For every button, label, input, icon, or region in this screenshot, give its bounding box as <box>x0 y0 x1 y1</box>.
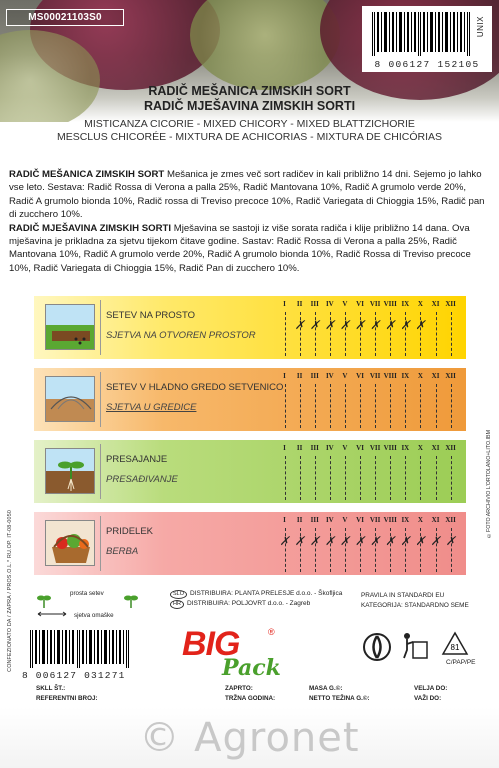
distributor-text: DISTRIBUIRA: PLANTA PRELESJE d.o.o. - Škofljica <box>190 590 343 597</box>
month-grid <box>277 512 458 575</box>
month-label: V <box>342 372 348 380</box>
month-mark: ✗ <box>355 534 366 548</box>
month-column <box>277 512 292 575</box>
side-print-left: CONFEZIONATO DA / ZAPRA / PROS.O.L.* RU.OP. IT-08-0050 <box>7 510 13 672</box>
bigpack-logo <box>182 625 292 685</box>
month-label: I <box>283 372 286 380</box>
sowing-icon <box>45 304 95 350</box>
month-label: VII <box>369 300 381 308</box>
month-grid <box>277 296 458 359</box>
month-label: XI <box>431 372 440 380</box>
recycling-symbols <box>362 630 476 670</box>
month-label: X <box>417 372 423 380</box>
month-label: VIII <box>383 444 397 452</box>
description-hr-heading: RADIČ MJEŠAVINA ZIMSKIH SORTI <box>9 222 172 234</box>
month-column <box>337 368 352 431</box>
description-croatian <box>9 222 493 276</box>
footer-closed <box>225 684 275 703</box>
month-label: V <box>342 444 348 452</box>
month-label: X <box>417 300 423 308</box>
month-column <box>307 512 322 575</box>
month-label: V <box>342 516 348 524</box>
month-mark: ✗ <box>279 534 290 548</box>
legend-plant-spacing: sjetva omaške <box>74 612 114 619</box>
month-label: XII <box>445 444 456 452</box>
distributors <box>170 589 342 609</box>
row-label-sl: SETEV NA PROSTO <box>106 310 196 321</box>
month-column <box>292 440 307 503</box>
description-sl-heading: RADIČ MEŠANICA ZIMSKIH SORT <box>9 169 165 180</box>
month-label: VI <box>356 372 364 380</box>
month-column <box>443 512 458 575</box>
month-label: II <box>296 372 303 380</box>
endive-leaf-image <box>190 0 340 90</box>
barcode-bars <box>372 12 472 56</box>
month-label: III <box>310 516 319 524</box>
month-column <box>353 440 368 503</box>
month-label: VIII <box>383 300 397 308</box>
calendar-row-coldframe <box>34 368 466 431</box>
footer-label: REFERENTNI BROJ: <box>36 694 98 702</box>
month-column <box>322 512 337 575</box>
seedling-pair-icon <box>36 588 70 628</box>
month-column <box>307 440 322 503</box>
month-mark: ✗ <box>324 318 335 332</box>
month-column <box>277 440 292 503</box>
month-label: VI <box>356 516 364 524</box>
month-column <box>307 296 322 359</box>
month-label: XI <box>431 516 440 524</box>
month-mark: ✗ <box>415 534 426 548</box>
month-label: VII <box>369 444 381 452</box>
month-label: V <box>342 300 348 308</box>
row-label-sl: SETEV V HLADNO GREDO SETVENICO <box>106 382 284 393</box>
month-column <box>428 440 443 503</box>
row-label-hr: SJETVA NA OTVOREN PROSTOR <box>106 330 256 341</box>
footer-label: ZAPRTO: <box>225 685 253 692</box>
month-column <box>353 512 368 575</box>
month-label: VII <box>369 516 381 524</box>
month-column <box>353 296 368 359</box>
title-slovenian: RADIČ MEŠANICA ZIMSKIH SORT <box>148 84 351 98</box>
month-column <box>383 440 398 503</box>
month-label: IX <box>401 372 410 380</box>
month-column <box>292 368 307 431</box>
row-label-hr: SJETVA U GREDICE <box>106 402 197 413</box>
month-column <box>383 368 398 431</box>
month-column <box>368 296 383 359</box>
month-column <box>428 368 443 431</box>
month-label: III <box>310 372 319 380</box>
month-mark: ✗ <box>294 534 305 548</box>
footer-label: VELJA DO: <box>414 685 448 692</box>
recycle-code: 81 <box>450 643 460 652</box>
month-column <box>383 296 398 359</box>
month-label: IX <box>401 516 410 524</box>
barcode-digits: 8 006127 152105 <box>374 59 480 70</box>
month-mark: ✗ <box>430 534 441 548</box>
bottom-barcode <box>22 630 142 681</box>
month-mark: ✗ <box>400 534 411 548</box>
month-label: II <box>296 516 303 524</box>
month-mark: ✗ <box>309 318 320 332</box>
transplant-icon <box>45 448 95 494</box>
month-column <box>353 368 368 431</box>
month-grid <box>277 440 458 503</box>
sowing-legend <box>36 588 142 628</box>
barcode-bars <box>22 630 142 668</box>
month-label: VII <box>369 372 381 380</box>
month-grid <box>277 368 458 431</box>
month-column <box>398 368 413 431</box>
month-mark: ✗ <box>355 318 366 332</box>
row-label-hr: BERBA <box>106 546 139 557</box>
month-column <box>428 296 443 359</box>
month-column <box>383 512 398 575</box>
month-mark: ✗ <box>415 318 426 332</box>
barcode-digits: 8 006127 031271 <box>22 670 126 681</box>
month-mark: ✗ <box>324 534 335 548</box>
footer-label: SKLL ŠT.: <box>36 685 66 692</box>
month-label: III <box>310 300 319 308</box>
subtitle-line-1: MISTICANZA CICORIE - MIXED CHICORY - MIXED BLATTZICHORIE <box>84 118 415 130</box>
month-label: XII <box>445 300 456 308</box>
month-column <box>337 296 352 359</box>
calendar-row-harvest <box>34 512 466 575</box>
description-hr-text: Mješavina se sastoji iz više sorata radiča i klije približno 14 dana. Ova mješavina je prikladna za sjetvu tijekom čitave godine. Sastav: Radič Rossa di Verona a palla 25%, Radič Mantovana 10%, Radič A grumolo verde 20%, Radič A grumolo bionda 10%, Radič Rossa di Treviso precoce 10%, Radič Variegata di Chioggia 15%, Radič Pan di zucchero 10%. <box>9 222 471 274</box>
month-label: IX <box>401 300 410 308</box>
month-label: IV <box>325 300 334 308</box>
month-label: VI <box>356 300 364 308</box>
month-mark: ✗ <box>339 318 350 332</box>
harvest-basket-icon <box>45 520 95 566</box>
title-croatian: RADIČ MJEŠAVINA ZIMSKIH SORTI <box>143 99 356 113</box>
unix-label: UNIX <box>476 16 485 38</box>
recycle-triangle-icon <box>440 630 470 660</box>
rules-line-1: PRAVILA IN STANDARDI EU <box>361 592 445 599</box>
recycle-material: C/PAP/PE <box>446 659 476 666</box>
eu-rules <box>361 591 469 610</box>
month-label: I <box>283 300 286 308</box>
country-badge: SLO <box>170 590 187 599</box>
distributor-hr <box>170 599 342 609</box>
month-column <box>322 368 337 431</box>
month-label: XII <box>445 372 456 380</box>
tidyman-icon <box>400 630 430 662</box>
month-column <box>443 368 458 431</box>
month-column <box>398 296 413 359</box>
row-label-sl: PRIDELEK <box>106 526 153 537</box>
top-barcode <box>362 6 492 72</box>
month-column <box>277 296 292 359</box>
month-column <box>337 440 352 503</box>
footer-weight <box>309 684 370 703</box>
month-label: IX <box>401 444 410 452</box>
description-slovenian <box>9 168 493 222</box>
month-mark: ✗ <box>385 318 396 332</box>
title-block <box>0 84 499 144</box>
month-label: III <box>310 444 319 452</box>
distributor-slo <box>170 589 342 599</box>
footer-label: TRŽNA GODINA: <box>225 694 276 702</box>
month-column <box>368 368 383 431</box>
row-label-hr: PRESAĐIVANJE <box>106 474 178 485</box>
green-dot-icon <box>362 632 392 662</box>
seedling-pair-icon <box>116 588 146 628</box>
month-column <box>368 440 383 503</box>
footer-valid <box>414 684 447 703</box>
month-column <box>413 440 428 503</box>
month-mark: ✗ <box>370 534 381 548</box>
month-label: XI <box>431 300 440 308</box>
logo-big: BIG <box>182 625 240 663</box>
month-label: XII <box>445 516 456 524</box>
footer-label: VAŽI DO: <box>414 694 442 702</box>
product-code: MS00021103S0 <box>6 9 124 26</box>
distributor-text: DISTRIBUIRA: POLJOVRT d.o.o. - Zagreb <box>186 600 311 607</box>
calendar-row-transplanting <box>34 440 466 503</box>
month-column <box>307 368 322 431</box>
month-label: II <box>296 444 303 452</box>
footer-label: MASA G.©: <box>309 685 343 692</box>
month-label: I <box>283 516 286 524</box>
month-mark: ✗ <box>400 318 411 332</box>
month-column <box>337 512 352 575</box>
country-badge: HR <box>170 600 184 609</box>
legend-row-spacing: prosta setev <box>70 590 104 597</box>
month-mark: ✗ <box>309 534 320 548</box>
rules-line-2: KATEGORIJA: STANDARDNO SEME <box>361 601 469 609</box>
month-column <box>413 368 428 431</box>
subtitle-line-2: MESCLUS CHICORÉE - MIXTURA DE ACHICORIAS - MIXTURA DE CHICÓRIAS <box>56 131 443 143</box>
month-column <box>398 440 413 503</box>
month-column <box>277 368 292 431</box>
description <box>9 168 493 275</box>
month-column <box>428 512 443 575</box>
footer-reference <box>36 684 98 703</box>
agronet-watermark: © Agronet <box>139 715 360 761</box>
month-label: VIII <box>383 372 397 380</box>
month-label: IV <box>325 372 334 380</box>
month-column <box>443 440 458 503</box>
month-mark: ✗ <box>294 318 305 332</box>
month-label: VI <box>356 444 364 452</box>
month-column <box>292 296 307 359</box>
month-label: II <box>296 300 303 308</box>
greenhouse-icon <box>45 376 95 422</box>
month-column <box>413 296 428 359</box>
month-label: IV <box>325 516 334 524</box>
month-column <box>443 296 458 359</box>
month-column <box>413 512 428 575</box>
month-column <box>398 512 413 575</box>
month-mark: ✗ <box>385 534 396 548</box>
month-label: X <box>417 516 423 524</box>
month-label: VIII <box>383 516 397 524</box>
month-label: X <box>417 444 423 452</box>
row-label-sl: PRESAJANJE <box>106 454 168 465</box>
month-column <box>322 440 337 503</box>
month-column <box>292 512 307 575</box>
month-label: IV <box>325 444 334 452</box>
month-label: XI <box>431 444 440 452</box>
description-sl-text: Mešanica je zmes več sort radičev in kali približno 14 dni. Sejemo jo lahko vse leto. Sestava: Radič Rossa di Verona a palla 25%, Radič Mantovana 10%, Radič A grumolo verde 20%, Radič A grumolo bionda 10%, Radič rossa di Treviso precoce 10%, Radič Variegata di Chioggia 15%, Radič pan di zucchero 10%. <box>9 169 485 221</box>
month-label: I <box>283 444 286 452</box>
logo-pack: Pack <box>222 655 281 681</box>
footer-label: NETTO TEŽINA G.©: <box>309 694 370 702</box>
logo-registered: ® <box>268 627 275 637</box>
calendar-row-sowing <box>34 296 466 359</box>
side-print-right: ©FOTO ARCHIVIO L'ORTOLANO+LITO.IBM <box>486 430 492 539</box>
month-column <box>322 296 337 359</box>
month-mark: ✗ <box>339 534 350 548</box>
month-mark: ✗ <box>445 534 456 548</box>
month-mark: ✗ <box>370 318 381 332</box>
month-column <box>368 512 383 575</box>
